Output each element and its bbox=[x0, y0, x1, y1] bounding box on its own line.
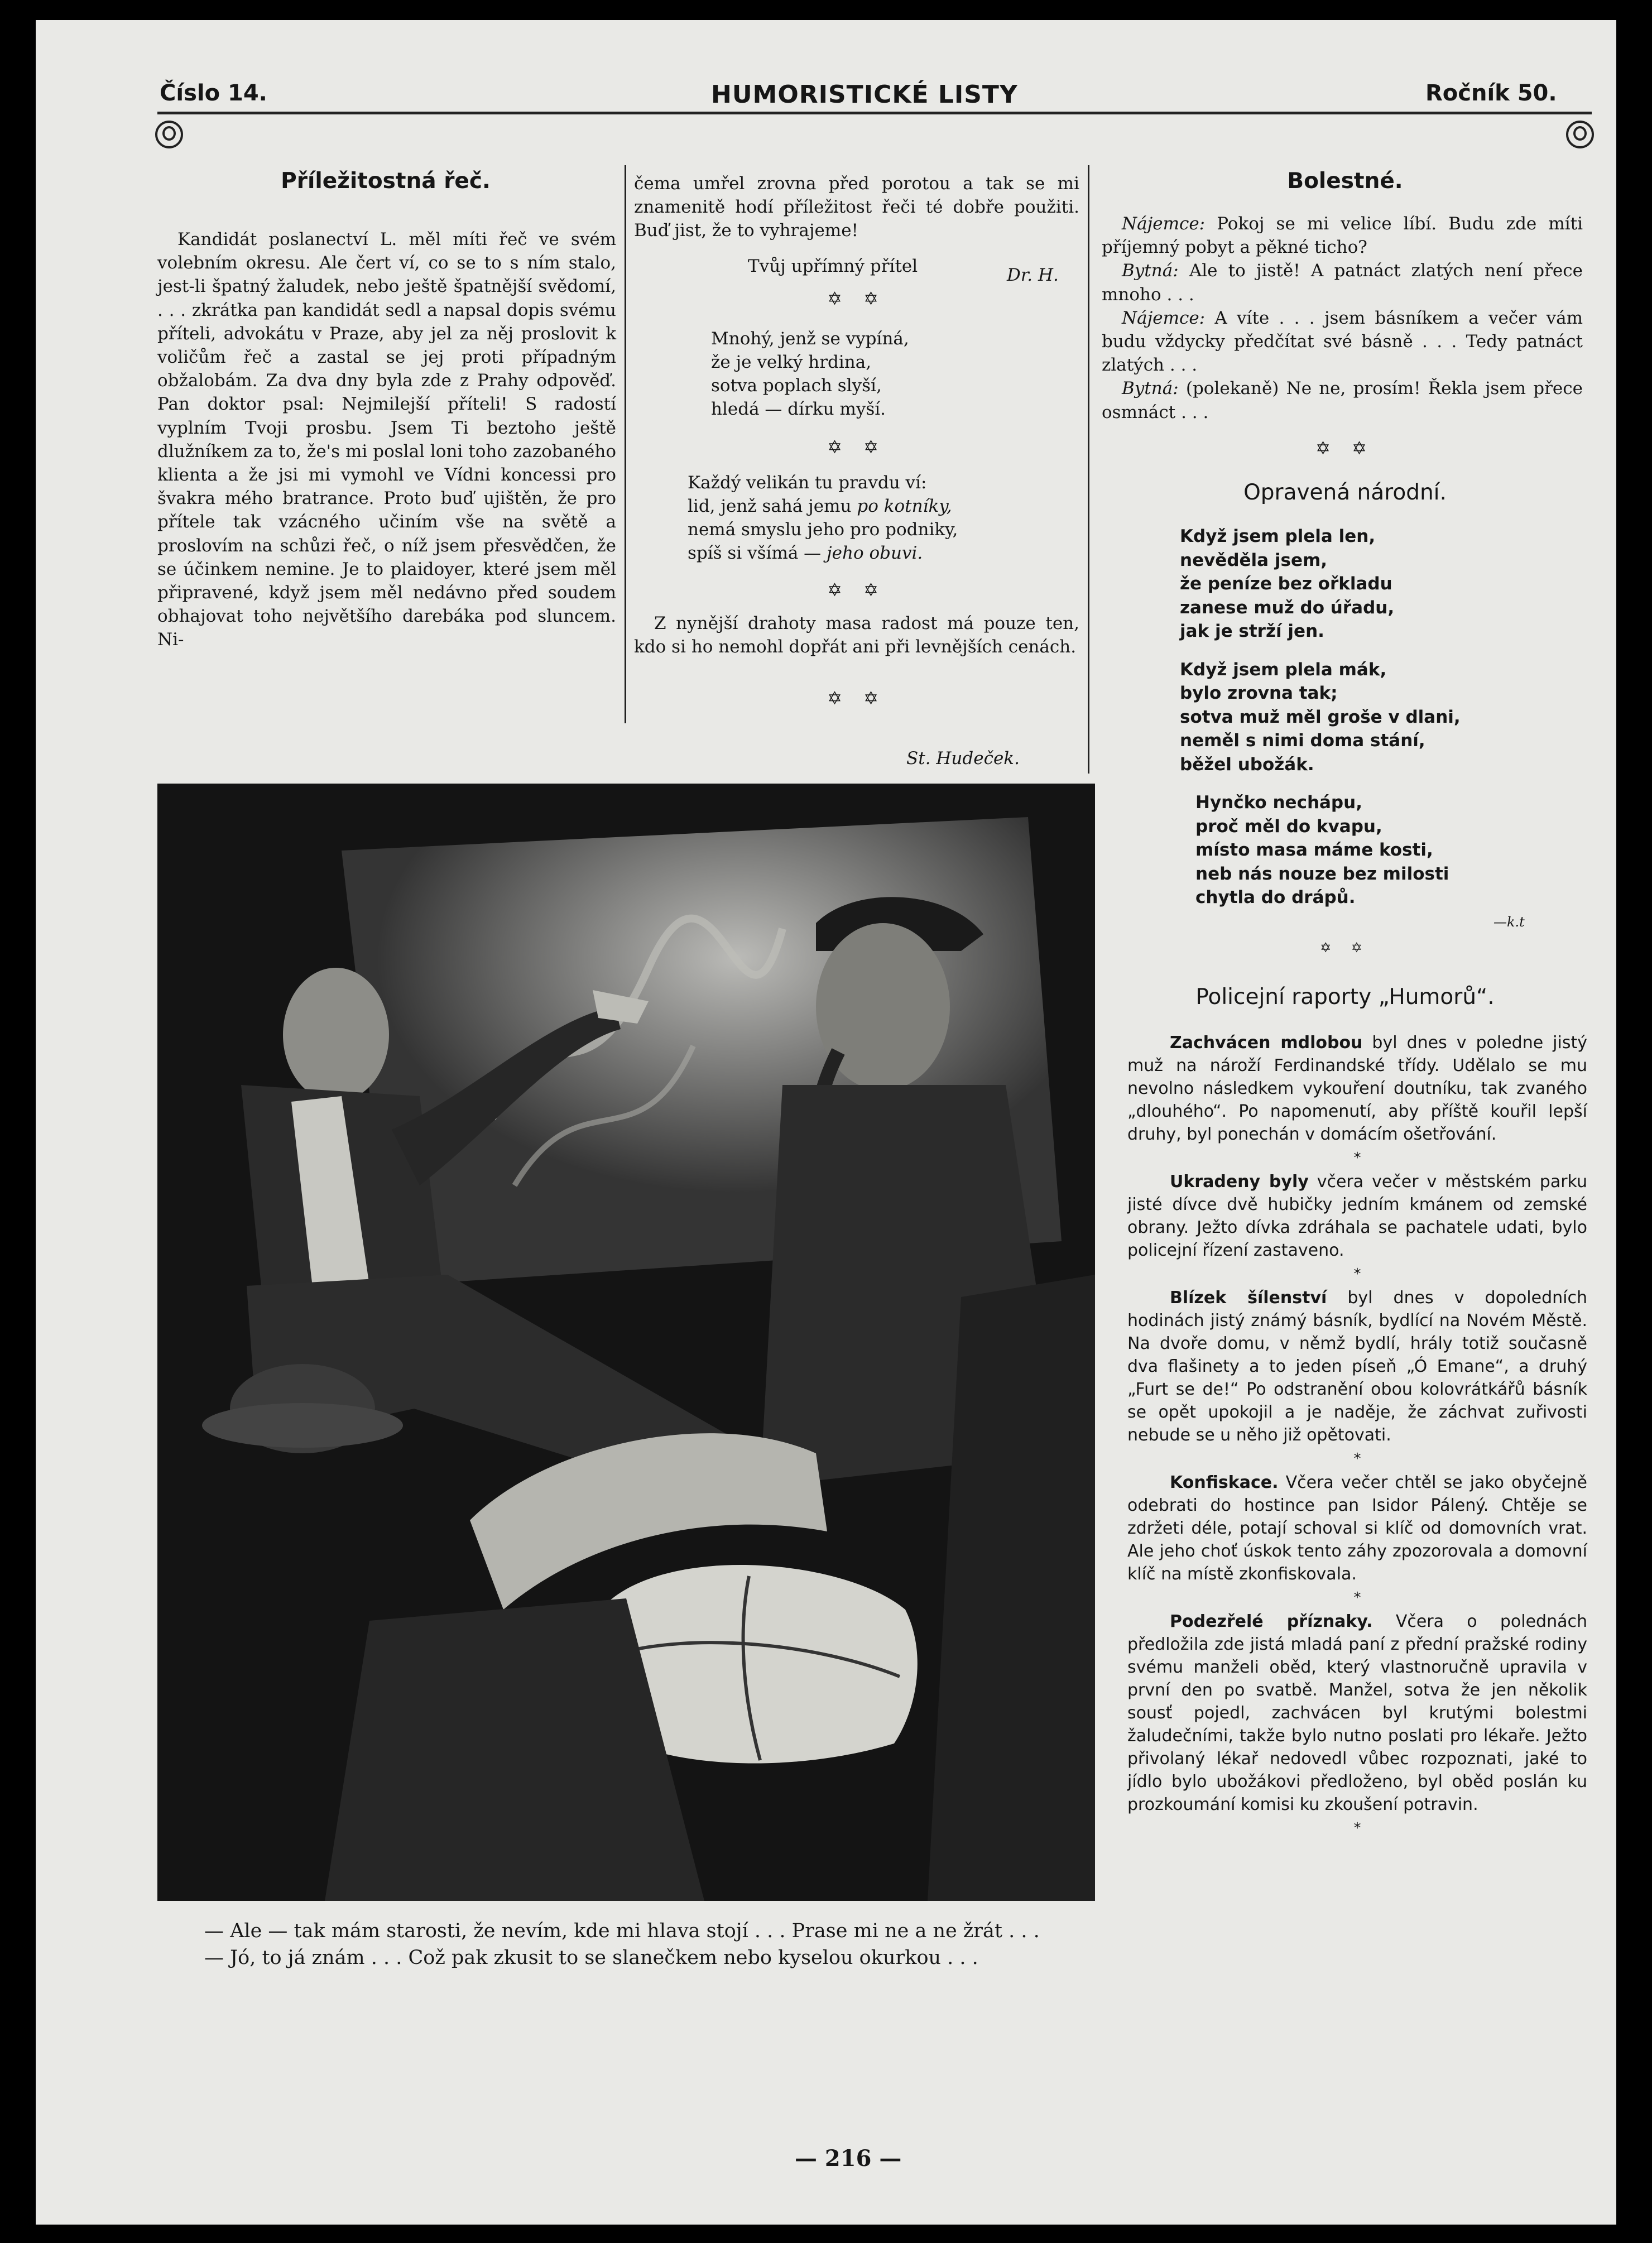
section-stars: ✡ ✡ bbox=[1315, 438, 1375, 459]
dialogue-line: Bytná: (polekaně) Ne ne, prosím! Řekla jsem přece osmnáct . . . bbox=[1102, 378, 1583, 422]
column-signature: St. Hudeček. bbox=[906, 748, 1020, 769]
report-item: Konfiskace. Včera večer chtěl se jako obyčejně odebrati do hostince pan Isidor Pálený. Chtěje se zdržeti déle, potají schoval si klíč od domovních vrat. Ale jeho choť úskok tento záhy zpozorovala a domovní klíč na místě zkonfiskovala. bbox=[1127, 1473, 1587, 1584]
poem-signature: —k.t bbox=[1493, 914, 1525, 930]
article-continuation bbox=[634, 172, 1079, 243]
caption-line: — Ale — tak mám starosti, že nevím, kde mi hlava stojí . . . Prase mi ne a ne žrát . . . bbox=[204, 1920, 1040, 1942]
masthead: HUMORISTICKÉ LISTY bbox=[711, 80, 1018, 109]
prose-note bbox=[634, 612, 1079, 659]
poem-one bbox=[711, 327, 909, 421]
opravena-poem bbox=[1180, 525, 1461, 924]
report-item: Blízek šílenství byl dnes v dopoledních hodinách jistý známý básník, bydlící na Novém Městě. Na dvoře domu, v němž bydlí, hrály totiž současně dva flašinety a to jeden píseň „Ó Emane“, a druhý „Furt se de!“ Po odstranění obou kolovrátkářů básník se opět upokojil a je naděje, že záchvat zuřivosti nebude se u něho již opětovati. bbox=[1127, 1288, 1587, 1445]
poem-line: Mnohý, jenž se vypíná, bbox=[711, 329, 909, 349]
poem-stanza: Když jsem plela mák, bylo zrovna tak; sotva muž měl groše v dlani, neměl s nimi doma stání, běžel ubožák. bbox=[1180, 659, 1461, 775]
letter-closing: Tvůj upřímný přítel bbox=[748, 256, 918, 276]
section-stars: ✡ ✡ bbox=[827, 436, 886, 458]
poem-line: hledá — dírku myší. bbox=[711, 399, 886, 419]
report-separator: * bbox=[1353, 1450, 1361, 1467]
bolestne-title: Bolestné. bbox=[1287, 169, 1403, 194]
issue-number: Číslo 14. bbox=[160, 80, 267, 106]
poem-line: že je velký hrdina, bbox=[711, 352, 872, 372]
report-item: Ukradeny byly včera večer v městském parku jisté dívce dvě hubičky jedním kmánem od zemské obrany. Ježto dívka zdráhala se pachatele udati, bylo policejní řízení zastaveno. bbox=[1127, 1172, 1588, 1260]
report-separator: * bbox=[1353, 1150, 1361, 1166]
caption-line: — Jó, to já znám . . . Což pak zkusit to se slanečkem nebo kyselou okurkou . . . bbox=[204, 1947, 978, 1969]
report-separator: * bbox=[1353, 1820, 1361, 1837]
volume-number: Ročník 50. bbox=[1425, 80, 1557, 106]
poem-line: sotva poplach slyší, bbox=[711, 376, 882, 396]
prose-text: Z nynější drahoty masa radost má pouze ten, kdo si ho nemohl dopřát ani při levnějších cenách. bbox=[634, 613, 1079, 657]
section-stars: ✡ ✡ bbox=[827, 688, 886, 709]
newspaper-page bbox=[36, 20, 1616, 2225]
article-title: Příležitostná řeč. bbox=[281, 169, 491, 194]
column-divider bbox=[625, 165, 626, 723]
report-separator: * bbox=[1353, 1589, 1361, 1606]
report-item: Zachvácen mdlobou byl dnes v poledne jistý muž na nároží Ferdinandské třídy. Udělalo se mu nevolno následkem vykouření doutníku, tak zvaného „dlouhého“. Po napomenutí, aby příště kouřil lepší druhy, byl ponechán v domácím ošetřování. bbox=[1127, 1033, 1587, 1144]
article-body bbox=[157, 228, 616, 652]
poem-line: spíš si všímá — jeho obuvi. bbox=[688, 543, 923, 563]
dialogue-line: Nájemce: A víte . . . jsem básníkem a večer vám budu vždycky předčítat své básně . . . Tedy patnáct zlatých . . . bbox=[1102, 308, 1583, 376]
section-stars: ✡ ✡ bbox=[827, 288, 886, 309]
continuation-text: čema umřel zrovna před porotou a tak se mi znamenitě hodí příležitost řeči té dobře použiti. Buď jist, že to vyhrajeme! bbox=[634, 174, 1079, 241]
poem-line: nemá smyslu jeho pro podniky, bbox=[688, 520, 958, 540]
column-divider bbox=[1088, 165, 1089, 774]
opravena-title: Opravená národní. bbox=[1243, 480, 1447, 505]
poem-line: Každý velikán tu pravdu ví: bbox=[688, 473, 927, 493]
report-separator: * bbox=[1353, 1266, 1361, 1283]
section-stars: ✡ ✡ bbox=[1320, 940, 1370, 955]
police-reports bbox=[1127, 1031, 1587, 1841]
ornament-icon bbox=[1566, 121, 1594, 148]
poem-stanza: Když jsem plela len, nevěděla jsem, že peníze bez ořkladu zanese muž do úřadu, jak je strží jen. bbox=[1180, 526, 1395, 641]
dialogue-line: Bytná: Ale to jistě! A patnáct zlatých není přece mnoho . . . bbox=[1102, 261, 1583, 305]
poem-stanza: Hynčko nechápu, proč měl do kvapu, místo masa máme kosti, neb nás nouze bez milosti chytla do drápů. bbox=[1195, 793, 1449, 907]
illustration bbox=[157, 784, 1095, 1901]
poem-two bbox=[688, 471, 958, 565]
article-paragraph: Kandidát poslanectví L. měl míti řeč ve svém volebním okresu. Ale čert ví, co se to s ním stalo, jest-li špatný žaludek, nebo ještě špatnější svědomí, . . . zkrátka pan kandidát sedl a napsal dopis svému příteli, advokátu v Praze, aby jel za něj proslovit k voličům řeč a zastal se jej proti případným obžalobám. Za dva dny byla zde z Prahy odpověď. Pan doktor psal: Nejmilejší příteli! S radostí vyplním Tvoji prosbu. Jsem Ti beztoho ještě dlužníkem za to, že's mi poslal loni toho zazobaného klienta a že jsi mi vymohl ve Vídni koncessi pro švakra mého bratrance. Proto buď ujištěn, že pro přítele tak vzácného učiním vše na světě a proslovím na schůzi řeč, o níž jsem přesvědčen, že se účinkem nemine. Je to plaidoyer, které jsem měl připravené, když jsem měl nedávno před soudem obhajovat toho největšího darebáka pod sluncem. Ni- bbox=[157, 229, 616, 650]
bolestne-dialogue bbox=[1102, 212, 1583, 424]
page-number: — 216 — bbox=[795, 2145, 902, 2172]
illustration-caption bbox=[157, 1918, 1095, 1971]
header-rule bbox=[157, 112, 1592, 114]
poem-line: lid, jenž sahá jemu po kotníky, bbox=[688, 496, 952, 516]
article-author: Dr. H. bbox=[1007, 265, 1059, 285]
report-item: Podezřelé příznaky. Včera o polednách předložila zde jistá mladá paní z přední pražské rodiny svému manželi oběd, který vlastnoručně upravila v první den po svatbě. Manžel, sotva že jen několik sousť pojedl, zachvácen byl krutými bolestmi žaludečními, takže bylo nutno poslati pro lékaře. Ježto přivolaný lékař nedovedl vůbec rozpoznati, jaké to jídlo bylo ubožákovi předloženo, byl oběd poslán ku prozkoumání komisi ku zkoušení potravin. bbox=[1127, 1612, 1587, 1814]
dialogue-line: Nájemce: Pokoj se mi velice líbí. Budu zde míti příjemný pobyt a pěkné ticho? bbox=[1102, 214, 1583, 258]
ornament-icon bbox=[155, 121, 183, 148]
policejni-title: Policejní raporty „Humorů“. bbox=[1195, 984, 1495, 1010]
section-stars: ✡ ✡ bbox=[827, 579, 886, 601]
